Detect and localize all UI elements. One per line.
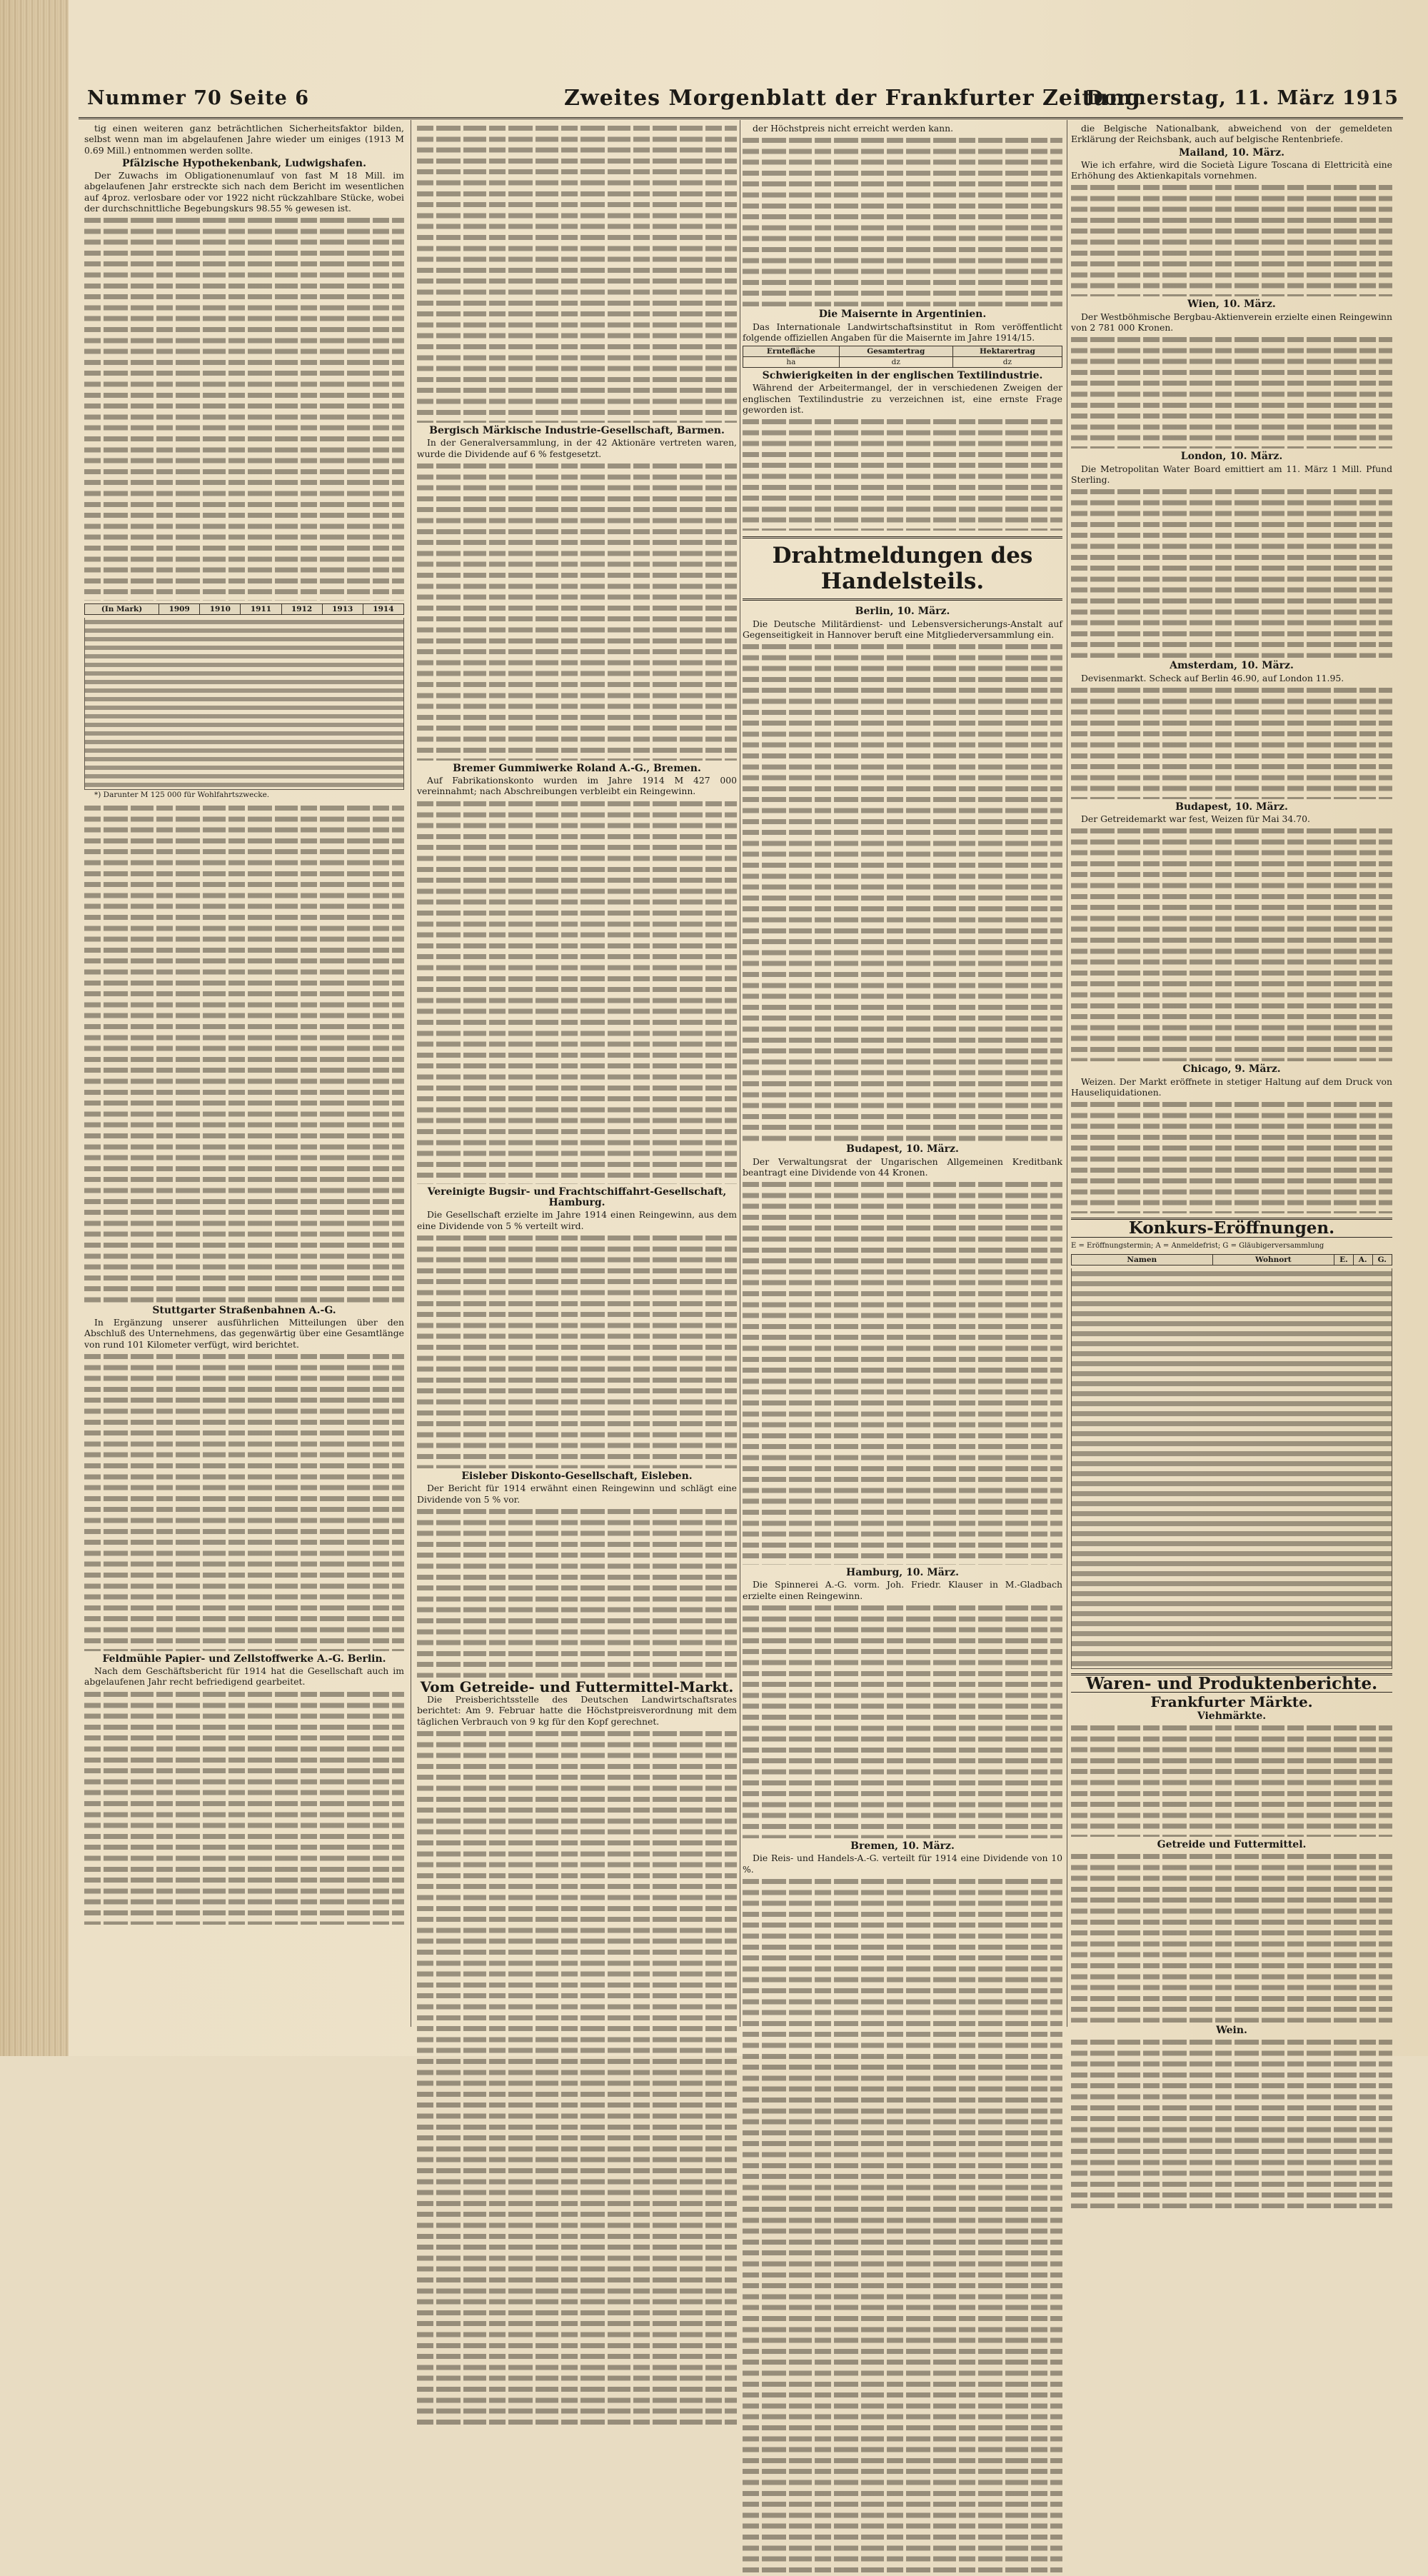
text-block [84, 1351, 404, 1651]
wire-text: Die Metropolitan Water Board emittiert am 11. März 1 Mill. Pfund Sterling. [1071, 463, 1392, 485]
table-header: Gesamtertrag [839, 346, 952, 357]
table-header: 1912 [281, 604, 322, 615]
article-text: Das Internationale Landwirtschaftsinstitut in Rom veröffentlicht folgende offiziellen Angaben für die Maisernte im Jahre 1914/15. [743, 321, 1062, 343]
text-block [743, 1179, 1062, 1565]
wire-title: Mailand, 10. März. [1179, 146, 1284, 159]
text-block [84, 803, 404, 1303]
text-block [1071, 1099, 1392, 1213]
telegram-text: Die Spinnerei A.-G. vorm. Joh. Friedr. Klauser in M.-Gladbach erzielte einen Reingewinn. [743, 1579, 1062, 1601]
telegram-title: Hamburg, 10. März. [846, 1567, 959, 1579]
maize-table [743, 346, 1062, 368]
article-text: In Ergänzung unserer ausführlichen Mitteilungen über den Abschluß des Unternehmens, das gegenwärtig über eine Gesamtlänge von rund 101 Kilometer verfügt, wird berichtet. [84, 1316, 404, 1350]
article-text: Der Zuwachs im Obligationenumlauf von fast M 18 Mill. im abgelaufenen Jahr erstreckte sich nach dem Bericht im wesentlichen auf 4proz. verlosbare oder vor 1922 nicht rückzahlbare Stücke, wobei der durchschnittliche Begebungskurs 98.55 % gewesen ist. [84, 170, 404, 214]
table-header: 1909 [159, 604, 200, 615]
text-block [417, 1506, 737, 1678]
masthead [79, 84, 1403, 119]
wire-text: Wie ich erfahre, wird die Società Ligure Toscana di Elettricità eine Erhöhung des Aktienkapitals vornehmen. [1071, 159, 1392, 181]
article-title: Feldmühle Papier- und Zellstoffwerke A.-G. Berlin. [102, 1653, 386, 1665]
wire-title: Amsterdam, 10. März. [1170, 660, 1294, 672]
article-title: Die Maisernte in Argentinien. [818, 309, 987, 321]
getreide-title: Getreide und Futtermittel. [1157, 1838, 1307, 1850]
binding-spine [0, 0, 69, 2056]
column-2 [417, 123, 737, 2023]
table-unit: dz [952, 357, 1062, 368]
text-block [743, 1876, 1062, 2576]
table-header: 1913 [322, 604, 363, 615]
column-4-intro: die Belgische Nationalbank, abweichend von der gemeldeten Erklärung der Reichsbank, auch auf belgische Rentenbriefe. [1071, 123, 1392, 145]
konkurs-legend: E = Eröffnungstermin; A = Anmeldefrist; G = Gläubigerversammlung [1071, 1241, 1324, 1250]
wein-title: Wein. [1216, 2025, 1247, 2037]
column-3 [743, 123, 1062, 2023]
text-block [1071, 1723, 1392, 1837]
table-unit: ha [743, 357, 840, 368]
market-report-title: Vom Getreide- und Futtermittel-Markt. [420, 1678, 734, 1695]
balance-table [84, 603, 404, 615]
text-block [1071, 685, 1392, 799]
balance-table-body [84, 618, 404, 790]
text-block [417, 1728, 737, 2428]
table-header: Erntefläche [743, 346, 840, 357]
article-text: Auf Fabrikationskonto wurden im Jahre 1914 M 427 000 vereinnahmt; nach Abschreibungen verbleibt ein Reingewinn. [417, 775, 737, 797]
text-block [1071, 486, 1392, 658]
telegram-title: Berlin, 10. März. [855, 606, 950, 618]
text-block [84, 215, 404, 601]
text-block [1071, 182, 1392, 296]
column-3-intro: der Höchstpreis nicht erreicht werden kann. [753, 123, 954, 134]
text-block [743, 416, 1062, 531]
issue-date: Donnerstag, 11. März 1915 [1086, 87, 1399, 109]
article-title: Vereinigte Bugsir- und Frachtschiffahrt-Gesellschaft, Hamburg. [427, 1186, 727, 1209]
text-block [1071, 2037, 1392, 2208]
table-header: A. [1353, 1254, 1372, 1265]
wire-title: London, 10. März. [1180, 451, 1283, 463]
article-title: Stuttgarter Straßenbahnen A.-G. [152, 1304, 336, 1316]
wire-title: Wien, 10. März. [1187, 299, 1276, 311]
article-title: Bergisch Märkische Industrie-Gesellschaft, Barmen. [429, 425, 725, 436]
issue-number: Nummer 70 Seite 6 [87, 87, 309, 109]
text-block [743, 1603, 1062, 1838]
table-header: 1911 [241, 604, 281, 615]
table-header: 1910 [200, 604, 241, 615]
text-block [417, 123, 737, 423]
telegram-text: Die Deutsche Militärdienst- und Lebensversicherungs-Anstalt auf Gegenseitigkeit in Hannover beruft eine Mitgliederversammlung ein. [743, 618, 1062, 640]
text-block [417, 1233, 737, 1468]
table-unit: dz [839, 357, 952, 368]
wire-text: Devisenmarkt. Scheck auf Berlin 46.90, auf London 11.95. [1081, 672, 1344, 683]
text-block [417, 461, 737, 761]
article-title: Schwierigkeiten in der englischen Textilindustrie. [762, 370, 1043, 382]
article-text: Nach dem Geschäftsbericht für 1914 hat die Gesellschaft auch im abgelaufenen Jahr recht befriedigend gearbeitet. [84, 1665, 404, 1688]
column-4 [1071, 123, 1392, 2037]
text-block [1071, 334, 1392, 448]
table-footnote: *) Darunter M 125 000 für Wohlfahrtszwecke. [94, 791, 270, 800]
konkurs-table-body [1071, 1268, 1392, 1669]
article-title: Bremer Gummiwerke Roland A.-G., Bremen. [453, 762, 701, 774]
telegram-title: Bremen, 10. März. [850, 1840, 955, 1853]
article-text: Die Gesellschaft erzielte im Jahre 1914 einen Reingewinn, aus dem eine Dividende von 5 % verteilt wird. [417, 1209, 737, 1231]
telegram-title: Budapest, 10. März. [846, 1143, 959, 1156]
text-block [743, 135, 1062, 306]
market-report-text: Die Preisberichtsstelle des Deutschen Landwirtschaftsrates berichtet: Am 9. Februar hatte die Höchstpreisverordnung mit dem täglichen Verbrauch von 9 kg für den Kopf gerechnet. [417, 1694, 737, 1727]
wire-text: Der Westböhmische Bergbau-Aktienverein erzielte einen Reingewinn von 2 781 000 Kronen. [1071, 311, 1392, 334]
article-text: In der Generalversammlung, in der 42 Aktionäre vertreten waren, wurde die Dividende auf 6 % festgesetzt. [417, 437, 737, 459]
article-title: Pfälzische Hypothekenbank, Ludwigshafen. [122, 157, 366, 169]
article-text: Während der Arbeitermangel, der in verschiedenen Zweigen der englischen Textilindustrie zu verzeichnen ist, eine ernste Frage geworden ist. [743, 382, 1062, 416]
wire-title: Chicago, 9. März. [1182, 1063, 1281, 1076]
wire-text: Weizen. Der Markt eröffnete in stetiger Haltung auf dem Druck von Hauseliquidationen. [1071, 1076, 1392, 1098]
table-header: E. [1334, 1254, 1354, 1265]
column-1 [84, 123, 404, 2023]
telegram-section-title: Drahtmeldungen des Handelsteils. [743, 536, 1062, 601]
text-block [743, 641, 1062, 1141]
article-text: Der Bericht für 1914 erwähnt einen Reingewinn und schlägt eine Dividende von 5 % vor. [417, 1483, 737, 1505]
table-header: 1914 [363, 604, 403, 615]
wire-title: Budapest, 10. März. [1175, 801, 1288, 813]
table-header: Wohnort [1212, 1254, 1334, 1265]
vieh-title: Viehmärkte. [1197, 1710, 1267, 1722]
waren-section-title: Waren- und Produktenberichte. [1071, 1673, 1392, 1693]
table-header: Hektarertrag [952, 346, 1062, 357]
wire-text: Der Getreidemarkt war fest, Weizen für Mai 34.70. [1081, 813, 1310, 825]
table-header: Namen [1072, 1254, 1213, 1265]
text-block [84, 1689, 404, 1925]
frankfurt-market-title: Frankfurter Märkte. [1150, 1693, 1313, 1711]
text-block [417, 798, 737, 1184]
telegram-text: Der Verwaltungsrat der Ungarischen Allgemeinen Kreditbank beantragt eine Dividende von 44 Kronen. [743, 1156, 1062, 1178]
konkurs-title: Konkurs-Eröffnungen. [1071, 1218, 1392, 1237]
newspaper-title: Zweites Morgenblatt der Frankfurter Zeitung [564, 86, 1141, 111]
table-header: (In Mark) [85, 604, 159, 615]
article-title: Eisleber Diskonto-Gesellschaft, Eisleben. [461, 1470, 693, 1482]
text-block [1071, 826, 1392, 1061]
konkurs-table [1071, 1254, 1392, 1266]
telegram-text: Die Reis- und Handels-A.-G. verteilt für 1914 eine Dividende von 10 %. [743, 1853, 1062, 1875]
text-block [1071, 1851, 1392, 2023]
column-1-intro: tig einen weiteren ganz beträchtlichen Sicherheitsfaktor bilden, selbst wenn man im abgelaufenen Jahre wieder um einiges (1913 M 0.69 Mill.) entnommen werden sollte. [84, 123, 404, 156]
table-header: G. [1372, 1254, 1392, 1265]
